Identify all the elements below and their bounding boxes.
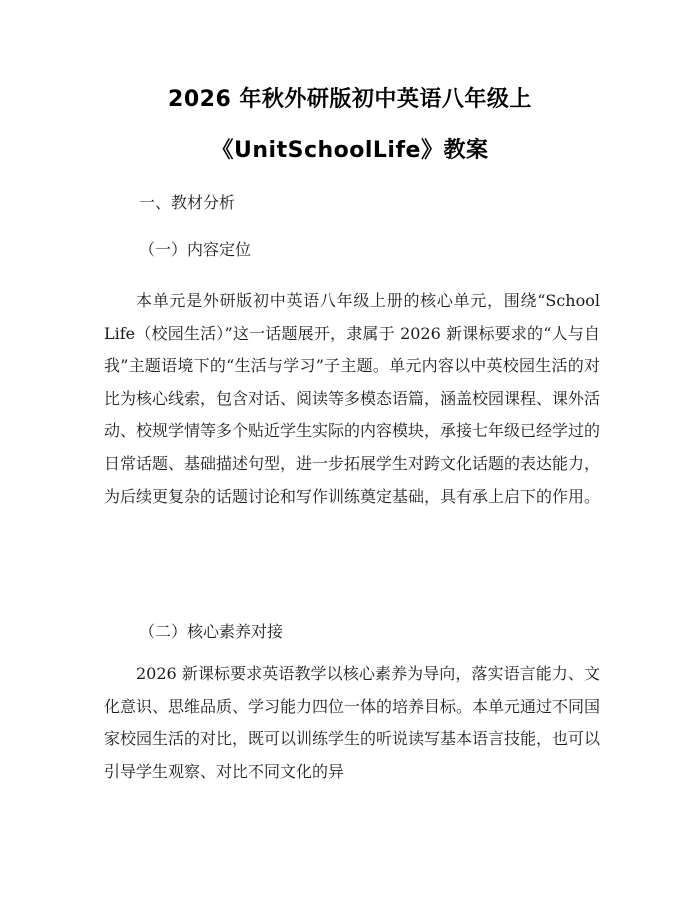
document-title-line2: 《UnitSchoolLife》教案 [211,138,489,163]
subsection-heading-content-positioning: （一）内容定位 [139,240,252,259]
paragraph-content-positioning: 本单元是外研版初中英语八年级上册的核心单元，围绕“School Life（校园生活）”这一话题展开，隶属于 2026 新课标要求的“人与自我”主题语境下的“生活与学习”子主题。单元内容以中英校园生活的对比为核心线索，包含对话、阅读等多模态语篇，涵盖校园课程、课外活动、校规学情等多个贴近学生实际的内容模块，承接七年级已经学过的日常话题、基础描述句型，进一步拓展学生对跨文化话题的表达能力，为后续更复杂的话题讨论和写作训练奠定基础，具有承上启下的作用。 [104,291,601,506]
paragraph-core-literacy: 2026 新课标要求英语教学以核心素养为导向，落实语言能力、文化意识、思维品质、学习能力四位一体的培养目标。本单元通过不同国家校园生活的对比，既可以训练学生的听说读写基本语言技能，也可以引导学生观察、对比不同文化的异 [104,664,601,781]
subsection-heading-core-literacy: （二）核心素养对接 [139,622,284,641]
section-heading-teaching-material-analysis: 一、教材分析 [139,193,236,212]
document-title-line1: 2026 年秋外研版初中英语八年级上 [168,87,532,112]
